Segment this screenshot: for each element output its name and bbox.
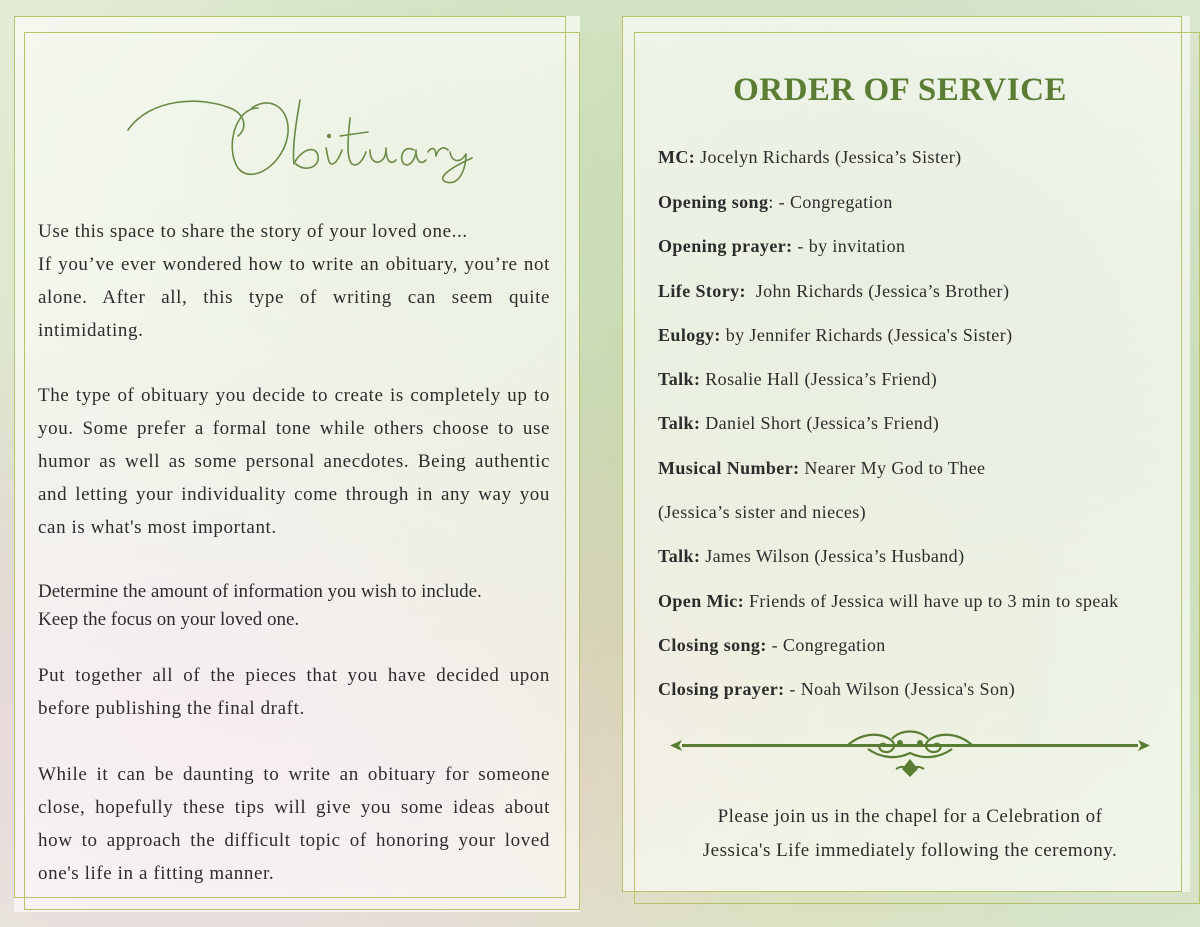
order-item-text: - Noah Wilson (Jessica's Son) — [784, 679, 1016, 699]
order-item-text: John Richards (Jessica’s Brother) — [745, 281, 1010, 301]
obituary-intro-line: Use this space to share the story of your loved one... — [38, 221, 468, 242]
obituary-paragraph-2: The type of obituary you decide to create is completely up to you. Some prefer a formal tone while others choose to use humor as well as some personal anecdotes. Being authentic and letting your individuality come through in any way you can is what's most important. — [38, 385, 550, 538]
order-item — [658, 281, 1178, 302]
obituary-paragraph-4: Put together all of the pieces that you have decided upon before publishing the final draft. — [38, 665, 550, 719]
order-item-text: Friends of Jessica will have up to 3 min to speak — [744, 591, 1119, 611]
order-item — [658, 369, 1178, 390]
order-item-label: Opening prayer: — [658, 236, 793, 256]
order-item — [658, 192, 1178, 213]
order-item-text: - Congregation — [766, 635, 886, 655]
order-item-label: Open Mic: — [658, 591, 745, 611]
order-item-text: James Wilson (Jessica’s Husband) — [700, 546, 965, 566]
order-item-label: Closing song: — [658, 635, 767, 655]
order-item — [658, 458, 1178, 479]
order-item — [658, 147, 1178, 168]
order-item-label: Talk: — [658, 413, 701, 433]
obituary-paragraph-1: If you’ve ever wondered how to write an obituary, you’re not alone. After all, this type of writing can seem quite intimidating. — [38, 254, 550, 341]
order-item-label: Talk: — [658, 546, 701, 566]
order-item-text: Daniel Short (Jessica’s Friend) — [700, 413, 940, 433]
order-item-label: Opening song — [658, 192, 769, 212]
order-item-label: Life Story: — [658, 281, 746, 301]
order-item — [658, 325, 1178, 346]
order-item-label: Talk: — [658, 369, 701, 389]
obituary-paragraph-3-line-2: Keep the focus on your loved one. — [38, 609, 300, 630]
order-item-text: Rosalie Hall (Jessica’s Friend) — [700, 369, 938, 389]
order-item-text: by Jennifer Richards (Jessica's Sister) — [720, 325, 1013, 345]
order-item-text: (Jessica’s sister and nieces) — [658, 502, 867, 522]
obituary-title — [120, 78, 480, 188]
order-item — [658, 413, 1178, 434]
order-item — [658, 546, 1178, 567]
order-of-service-title: ORDER OF SERVICE — [733, 72, 1067, 108]
order-item — [658, 635, 1178, 656]
closing-line-1: Please join us in the chapel for a Celebration of — [717, 806, 1103, 827]
order-item-label: MC: — [658, 147, 696, 167]
order-item-text: : - Congregation — [768, 192, 893, 212]
order-item — [658, 679, 1178, 700]
obituary-paragraph-5: While it can be daunting to write an obituary for someone close, hopefully these tips will give you some ideas about how to approach the difficult topic of honoring your loved one's life in a fitting manner. — [38, 764, 550, 884]
order-item-text: Jocelyn Richards (Jessica’s Sister) — [695, 147, 962, 167]
flourish-divider-icon — [668, 725, 1152, 783]
order-item — [658, 236, 1178, 257]
order-item-label: Eulogy: — [658, 325, 721, 345]
order-item-label: Closing prayer: — [658, 679, 785, 699]
order-item-text: - by invitation — [792, 236, 906, 256]
closing-line-2: Jessica's Life immediately following the ceremony. — [702, 840, 1118, 861]
order-item — [658, 502, 1178, 523]
order-item-label: Musical Number: — [658, 458, 800, 478]
order-item — [658, 591, 1178, 612]
order-item-text: Nearer My God to Thee — [799, 458, 986, 478]
obituary-paragraph-3-line-1: Determine the amount of information you wish to include. — [38, 581, 482, 602]
